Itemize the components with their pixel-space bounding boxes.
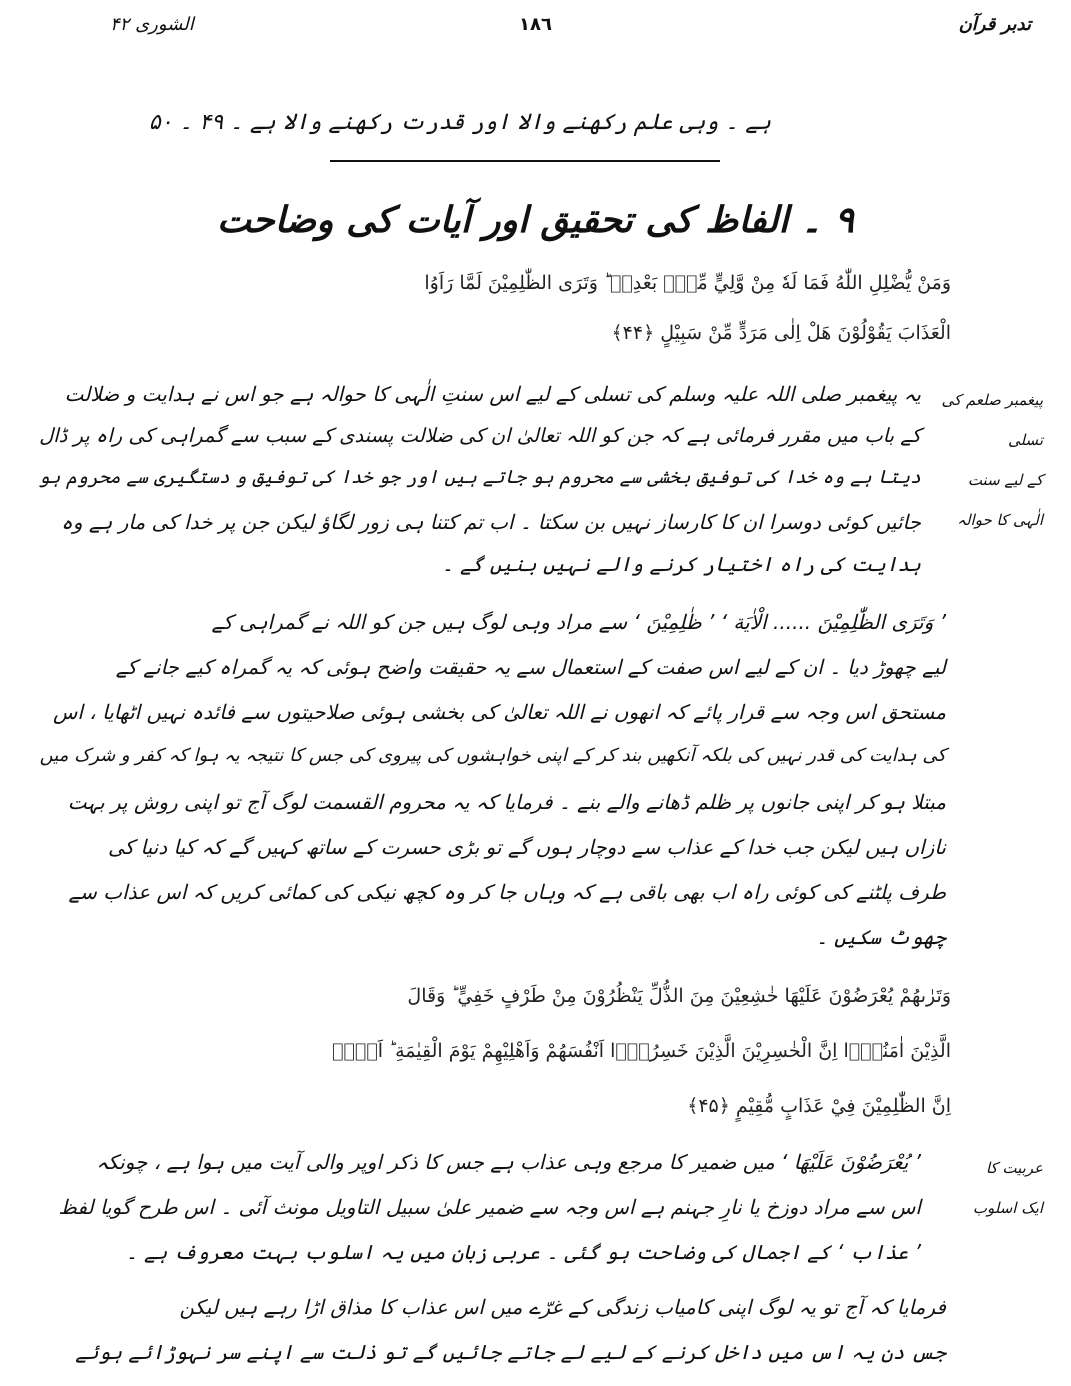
paragraph-line: مبتلا ہو کر اپنی جانوں پر ظلم ڈھانے والے بنے ۔ فرمایا کہ یہ محروم القسمت لوگ آج تو اپنی روش پر بہت [67,790,946,814]
margin-note-line: الٰہی کا حوالہ [957,511,1043,529]
verse-line: الَّذِيْنَ اٰمَنُوْۤا اِنَّ الْخٰسِرِيْنَ الَّذِيْنَ خَسِرُوْۤا اَنْفُسَهُمْ وَاَهْلِيْهِمْ يَوْمَ الْقِيٰمَةِ ؕ اَلَاۤ [332,1040,951,1062]
divider [330,160,720,162]
paragraph-line: جس دن یہ اس میں داخل کرنے کے لیے لے جاتے جائیں گے تو ذلت سے اپنے سر نہوڑائے ہوئے [75,1340,946,1364]
paragraph-line: چھوٹ سکیں ۔ [816,925,946,949]
book-title: تدبر قرآن [958,14,1031,35]
paragraph-line: ’ عذاب ‘ کے اجمال کی وضاحت ہو گئی ۔ عربی زبان میں یہ اسلوب بہت معروف ہے ۔ [125,1240,921,1264]
paragraph-line: نازاں ہیں لیکن جب خدا کے عذاب سے دوچار ہوں گے تو بڑی حسرت کے ساتھ کہیں گے کہ کیا دنیا کی [108,835,946,859]
paragraph-line: طرف پلٹنے کی کوئی راہ اب بھی باقی ہے کہ وہاں جا کر وہ کچھ نیکی کی کمائی کریں کہ اس عذاب سے [68,880,946,904]
paragraph-line: یہ پیغمبر صلی اللہ علیہ وسلم کی تسلی کے لیے اس سنتِ الٰہی کا حوالہ ہے جو اس نے ہدایت و ضلالت [64,382,921,406]
paragraph-line: ہدایت کی راہ اختیار کرنے والے نہیں بنیں گے ۔ [441,552,921,576]
margin-note-line: عربیت کا [985,1159,1043,1177]
paragraph-line: کے باب میں مقرر فرمائی ہے کہ جن کو اللہ تعالیٰ ان کی ضلالت پسندی کے سبب سے گمراہی کی راہ پر ڈال [39,424,921,447]
verse-line: الْعَذَابَ يَقُوْلُوْنَ هَلْ اِلٰى مَرَدٍّ مِّنْ سَبِيْلٍ ﴿۴۴﴾ [611,322,951,344]
verse-line: اِنَّ الظّٰلِمِيْنَ فِيْ عَذَابٍ مُّقِيْمٍ ﴿۴۵﴾ [687,1095,951,1117]
paragraph-line: لیے چھوڑ دیا ۔ ان کے لیے اس صفت کے استعمال سے یہ حقیقت واضح ہوئی کہ یہ گمراہ کیے جانے کے [115,655,946,679]
paragraph-line: اس سے مراد دوزخ یا نارِ جہنم ہے اس وجہ سے ضمیر علیٰ سبیل التاویل مونث آئی ۔ اس طرح گویا لفظ [58,1195,921,1219]
margin-note [933,1148,1043,1228]
intro-line: ہے ۔ وہی علم رکھنے والا اور قدرت رکھنے والا ہے ۔ ۴۹ ۔ ۵۰ [148,110,771,135]
paragraph-line: ’ وَتَرَى الظّٰلِمِيْنَ ...... الْاٰيَة ‘ ’ ظٰلِمِيْنَ ‘ سے مراد وہی لوگ ہیں جن کو اللہ نے گمراہی کے [211,610,946,634]
paragraph-line: کی ہدایت کی قدر نہیں کی بلکہ آنکھیں بند کر کے اپنی خواہشوں کی پیروی کی جس کا نتیجہ یہ ہوا کہ کفر و شرک میں [39,745,946,766]
margin-note-line: ایک اسلوب [972,1199,1043,1217]
paragraph-line: ’ يُعْرَضُوْنَ عَلَيْهَا ‘ میں ضمیر کا مرجع وہی عذاب ہے جس کا ذکر اوپر والی آیت میں ہوا ہے ، چونکہ [96,1150,921,1174]
margin-note-line: پیغمبر صلعم کی تسلی [941,391,1043,449]
verse-line: وَمَنْ يُّضْلِلِ اللّٰهُ فَمَا لَهٗ مِنْ وَّلِيٍّ مِّنْۢ بَعْدِهٖ ؕ وَتَرَى الظّٰلِمِيْنَ لَمَّا رَاَوُا [424,272,951,294]
paragraph-line: مستحق اس وجہ سے قرار پائے کہ انھوں نے اللہ تعالیٰ کی بخشی ہوئی صلاحیتوں سے فائدہ نہیں اٹھایا ، اس [52,700,946,724]
margin-note [933,380,1043,540]
paragraph-line: جائیں کوئی دوسرا ان کا کارساز نہیں بن سکتا ۔ اب تم کتنا ہی زور لگاؤ لیکن جن پر خدا کی مار ہے وہ [61,510,921,534]
margin-note-line: کے لیے سنت [967,471,1043,489]
page-number: ١٨٦ [519,14,552,35]
surah-reference: الشوری ۴۲ [110,14,194,35]
paragraph-line: دیتا ہے وہ خدا کی توفیق بخشی سے محروم ہو جاتے ہیں اور جو خدا کی توفیق و دستگیری سے محروم ہو [38,467,921,488]
verse-line: وَتَرٰىهُمْ يُعْرَضُوْنَ عَلَيْهَا خٰشِعِيْنَ مِنَ الذُّلِّ يَنْظُرُوْنَ مِنْ طَرْفٍ خَفِيٍّ ؕ وَقَالَ [407,985,951,1007]
paragraph-line: فرمایا کہ آج تو یہ لوگ اپنی کامیاب زندگی کے غرّے میں اس عذاب کا مذاق اڑا رہے ہیں لیکن [179,1295,946,1319]
section-title: ۹ ۔ الفاظ کی تحقیق اور آیات کی وضاحت [217,200,854,241]
